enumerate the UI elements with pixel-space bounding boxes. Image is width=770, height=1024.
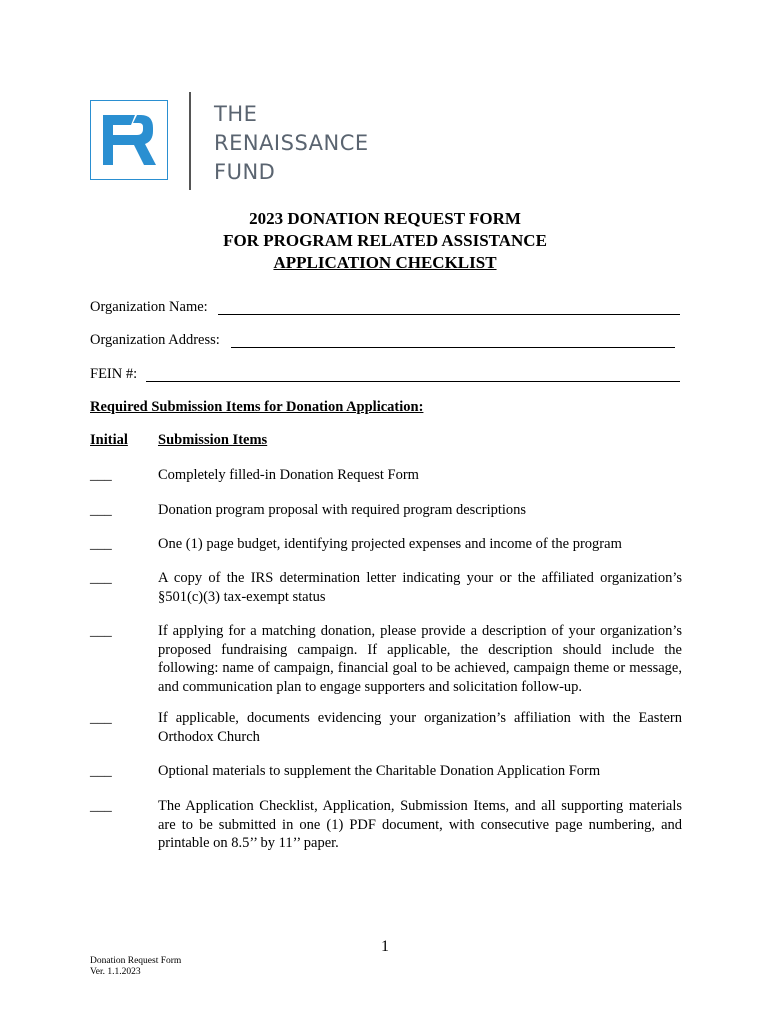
org-name-input-line[interactable] [218, 314, 680, 315]
checklist-item-text: One (1) page budget, identifying projected expenses and income of the program [158, 536, 622, 552]
org-name-label: Organization Name: [90, 299, 208, 315]
initial-blank[interactable]: ___ [90, 570, 112, 586]
footer [90, 956, 181, 978]
logo-line-renaissance: RENAISSANCE [214, 131, 369, 155]
org-name-field [90, 299, 208, 316]
org-address-input-line[interactable] [231, 347, 675, 348]
initial-blank[interactable]: ___ [90, 536, 112, 552]
org-address-label: Organization Address: [90, 332, 220, 348]
checklist-item-text: If applying for a matching donation, please provide a description of your organization’s proposed fundraising campaign. If applicable, the description should include the following: name of campaign, financial goal to be achieved, campaign theme or message, and communication plan to engage supporters and solicitation follow-up. [158, 623, 682, 695]
title-line-3: APPLICATION CHECKLIST [273, 253, 497, 272]
form-title [0, 208, 770, 274]
title-line-1: 2023 DONATION REQUEST FORM [249, 209, 521, 228]
logo-wordmark [214, 100, 369, 187]
initial-blank[interactable]: ___ [90, 623, 112, 639]
initial-blank[interactable]: ___ [90, 710, 112, 726]
initial-column-header: Initial [90, 432, 128, 448]
logo-divider [189, 92, 191, 190]
checklist-item-text: The Application Checklist, Application, Submission Items, and all supporting materials are to be submitted in one (1) PDF document, with consecutive page numbering, and printable on 8.5’’ by 11’’ paper. [158, 798, 682, 851]
logo-line-fund: FUND [214, 160, 276, 184]
footer-form-name: Donation Request Form [90, 956, 182, 966]
checklist-item-text: A copy of the IRS determination letter indicating your or the affiliated organization’s §501(c)(3) tax-exempt status [158, 570, 682, 605]
checklist-item-text: Donation program proposal with required program descriptions [158, 502, 527, 518]
initial-blank[interactable]: ___ [90, 502, 112, 518]
fein-label: FEIN #: [90, 366, 138, 382]
checklist-item-text: Completely filled-in Donation Request Form [158, 467, 419, 483]
initial-blank[interactable]: ___ [90, 467, 112, 483]
fein-input-line[interactable] [146, 381, 680, 382]
fr-monogram-icon [90, 100, 168, 180]
footer-version: Ver. 1.1.2023 [90, 967, 141, 977]
logo-line-the: THE [214, 102, 258, 126]
title-line-2: FOR PROGRAM RELATED ASSISTANCE [223, 231, 547, 250]
fein-field [90, 366, 137, 383]
initial-blank[interactable]: ___ [90, 798, 112, 814]
org-address-field [90, 332, 220, 349]
checklist-item-text: Optional materials to supplement the Charitable Donation Application Form [158, 763, 601, 779]
page-number: 1 [381, 938, 389, 955]
initial-blank[interactable]: ___ [90, 763, 112, 779]
required-items-heading: Required Submission Items for Donation Application: [90, 399, 424, 415]
checklist-item-text: If applicable, documents evidencing your organization’s affiliation with the Eastern Orthodox Church [158, 710, 682, 745]
submission-items-column-header: Submission Items [158, 432, 268, 448]
